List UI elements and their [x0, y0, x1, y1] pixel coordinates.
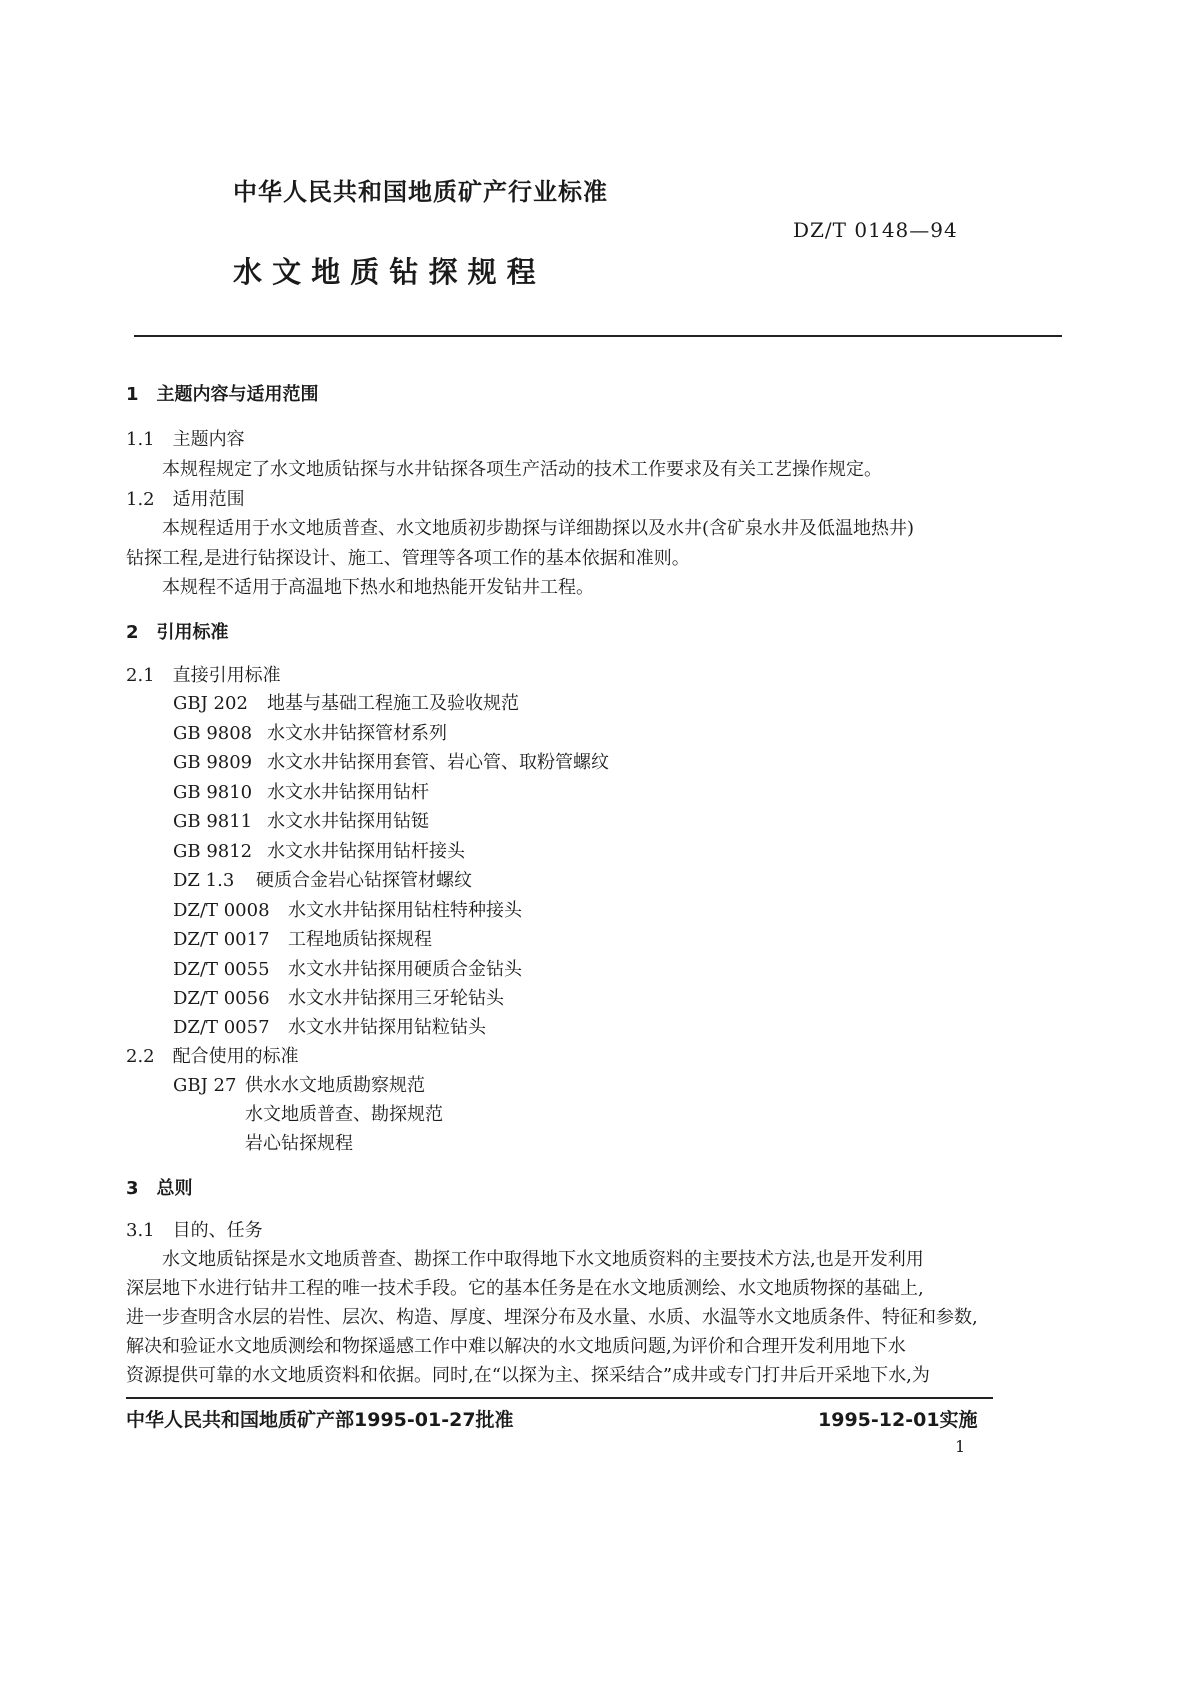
section-1-2-paragraph-2: 本规程不适用于高温地下热水和地热能开发钻井工程。: [162, 577, 594, 598]
reference-item: [173, 1013, 486, 1039]
reference-item: [173, 719, 447, 745]
reference-name: 水文水井钻探用硬质合金钻头: [288, 959, 522, 980]
reference-code: GBJ 202: [173, 693, 248, 714]
reference-code: DZ/T 0055: [173, 959, 270, 980]
reference-item: [173, 1071, 425, 1097]
reference-name: 水文水井钻探用钻杆: [267, 782, 429, 803]
reference-code: DZ/T 0057: [173, 1017, 270, 1038]
reference-name: 水文水井钻探用三牙轮钻头: [288, 988, 504, 1009]
reference-code: DZ/T 0008: [173, 900, 270, 921]
reference-name: 水文水井钻探用钻杆接头: [267, 841, 465, 862]
section-3-1-line: 深层地下水进行钻井工程的唯一技术手段。它的基本任务是在水文地质测绘、水文地质物探的基础上,: [126, 1278, 924, 1299]
reference-item: [173, 925, 432, 951]
reference-name: 供水水文地质勘察规范: [245, 1075, 425, 1096]
section-3-heading: 3 总则: [126, 1178, 193, 1199]
section-1-1-paragraph: 本规程规定了水文地质钻探与水井钻探各项生产活动的技术工作要求及有关工艺操作规定。: [162, 459, 882, 480]
section-1-2-paragraph-line2: 钻探工程,是进行钻探设计、施工、管理等各项工作的基本依据和准则。: [126, 548, 690, 569]
reference-item: [173, 984, 504, 1010]
document-title: 水 文 地 质 钻 探 规 程: [233, 255, 536, 289]
section-1-2-heading: 1.2 适用范围: [126, 489, 245, 510]
reference-code: GB 9809: [173, 752, 253, 773]
standard-code: DZ/T 0148—94: [793, 218, 958, 242]
reference-item: [245, 1100, 443, 1126]
reference-item: [245, 1129, 353, 1155]
reference-code: DZ/T 0056: [173, 988, 270, 1009]
section-1-heading: 1 主题内容与适用范围: [126, 384, 319, 405]
section-3-1-line: 资源提供可靠的水文地质资料和依据。同时,在“以探为主、探采结合”成井或专门打井后开采地下水,为: [126, 1365, 930, 1386]
reference-code: DZ 1.3: [173, 870, 235, 891]
reference-name: 水文水井钻探用钻铤: [267, 811, 429, 832]
section-3-1-line: 水文地质钻探是水文地质普查、勘探工作中取得地下水文地质资料的主要技术方法,也是开发利用: [162, 1249, 924, 1270]
reference-name: 水文水井钻探用套管、岩心管、取粉管螺纹: [267, 752, 609, 773]
reference-item: [173, 807, 429, 833]
reference-name: 水文水井钻探用钻柱特种接头: [288, 900, 522, 921]
reference-code: GB 9808: [173, 723, 253, 744]
reference-code: GB 9812: [173, 841, 253, 862]
reference-item: [173, 748, 609, 774]
reference-item: [173, 689, 519, 715]
section-2-heading: 2 引用标准: [126, 622, 229, 643]
reference-name: 水文水井钻探管材系列: [267, 723, 447, 744]
reference-code: GB 9810: [173, 782, 253, 803]
reference-name: 水文水井钻探用钻粒钻头: [288, 1017, 486, 1038]
footer-rule: [126, 1397, 993, 1399]
section-2-2-heading: 2.2 配合使用的标准: [126, 1046, 299, 1067]
reference-item: [173, 778, 429, 804]
reference-code: DZ/T 0017: [173, 929, 270, 950]
reference-name: 工程地质钻探规程: [288, 929, 432, 950]
page-number: 1: [955, 1437, 966, 1456]
reference-name: 地基与基础工程施工及验收规范: [267, 693, 519, 714]
section-2-1-heading: 2.1 直接引用标准: [126, 665, 281, 686]
reference-name: 硬质合金岩心钻探管材螺纹: [256, 870, 472, 891]
issuer-title: 中华人民共和国地质矿产行业标准: [233, 178, 608, 206]
section-1-2-paragraph-line1: 本规程适用于水文地质普查、水文地质初步勘探与详细勘探以及水井(含矿泉水井及低温地热井): [162, 518, 915, 539]
section-3-1-line: 进一步查明含水层的岩性、层次、构造、厚度、埋深分布及水量、水质、水温等水文地质条件、特征和参数,: [126, 1307, 978, 1328]
reference-item: [173, 866, 472, 892]
section-3-1-heading: 3.1 目的、任务: [126, 1220, 263, 1241]
reference-item: [173, 896, 522, 922]
section-1-1-heading: 1.1 主题内容: [126, 429, 245, 450]
reference-code: GB 9811: [173, 811, 253, 832]
effective-date: 1995-12-01实施: [818, 1409, 978, 1431]
approval-line: 中华人民共和国地质矿产部1995-01-27批准: [126, 1409, 514, 1431]
reference-code: GBJ 27: [173, 1075, 237, 1096]
reference-item: [173, 955, 522, 981]
section-3-1-line: 解决和验证水文地质测绘和物探遥感工作中难以解决的水文地质问题,为评价和合理开发利用地下水: [126, 1336, 906, 1357]
reference-name: 水文地质普查、勘探规范: [245, 1104, 443, 1125]
reference-item: [173, 837, 465, 863]
header-rule: [134, 335, 1062, 337]
reference-name: 岩心钻探规程: [245, 1133, 353, 1154]
